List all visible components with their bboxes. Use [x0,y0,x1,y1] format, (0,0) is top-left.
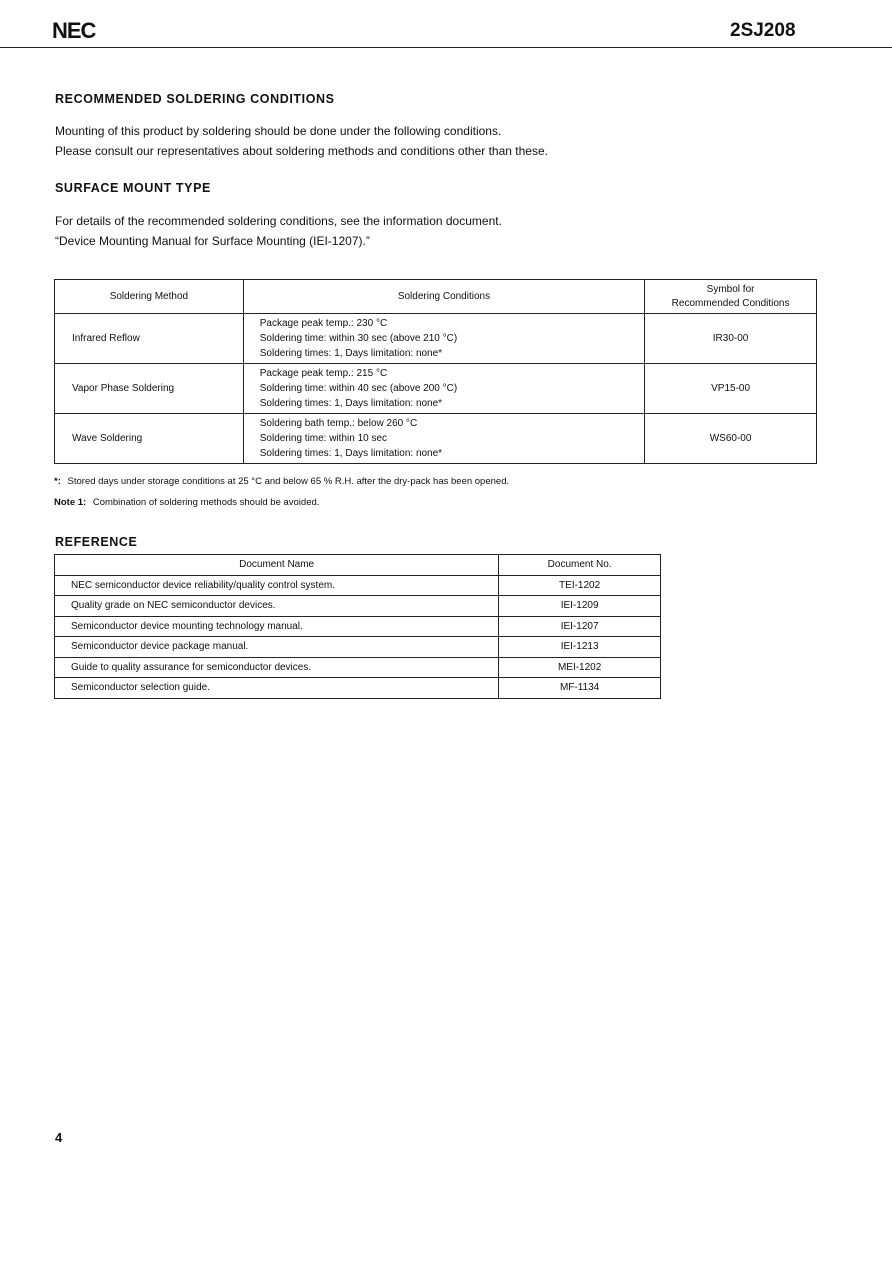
header-divider [0,47,892,48]
table-row [55,364,817,414]
intro-line: Mounting of this product by soldering should be done under the following conditions. [55,124,502,138]
document-number-cell: MF-1134 [499,678,661,699]
column-header-method: Soldering Method [55,280,244,314]
symbol-cell: VP15-00 [645,364,817,414]
column-header-document-name: Document Name [55,555,499,576]
column-header-symbol [645,280,817,314]
table-header-row [55,280,817,314]
column-header-document-no: Document No. [499,555,661,576]
document-name-cell: Semiconductor selection guide. [55,678,499,699]
document-name-cell: NEC semiconductor device reliability/quality control system. [55,575,499,596]
table-row [55,616,661,637]
conditions-cell [243,364,644,414]
symbol-header-line: Recommended Conditions [671,297,790,309]
soldering-conditions-table [54,279,817,464]
condition-line: Soldering time: within 40 sec (above 200 °C) [259,383,458,394]
table-row [55,314,817,364]
table-row [55,414,817,464]
footnote-text: Stored days under storage conditions at 25 °C and below 65 % R.H. after the dry-pack has been opened. [67,476,510,487]
page-number: 4 [55,1130,63,1145]
condition-line: Soldering time: within 10 sec [259,433,388,444]
condition-line: Soldering times: 1, Days limitation: none* [259,448,443,459]
surface-mount-line: “Device Mounting Manual for Surface Mounting (IEI-1207).” [55,234,370,248]
section-title-soldering: RECOMMENDED SOLDERING CONDITIONS [55,92,335,106]
condition-line: Package peak temp.: 215 °C [259,368,388,379]
surface-mount-line: For details of the recommended soldering conditions, see the information document. [55,214,502,228]
section-intro [55,121,548,161]
document-name-cell: Semiconductor device mounting technology manual. [55,616,499,637]
table-row [55,596,661,617]
method-cell: Infrared Reflow [55,314,244,364]
intro-line: Please consult our representatives about soldering methods and conditions other than these. [55,144,548,158]
document-number-cell: IEI-1207 [499,616,661,637]
condition-line: Soldering bath temp.: below 260 °C [259,418,418,429]
note-label: Note 1: [54,497,87,508]
surface-mount-text [55,211,502,251]
condition-line: Soldering times: 1, Days limitation: none* [259,398,443,409]
note-1 [54,497,319,508]
column-header-conditions: Soldering Conditions [243,280,644,314]
document-number-cell: MEI-1202 [499,657,661,678]
condition-line: Package peak temp.: 230 °C [259,318,388,329]
document-name-cell: Guide to quality assurance for semiconductor devices. [55,657,499,678]
footnote-mark: *: [54,476,61,487]
document-number-cell: IEI-1213 [499,637,661,658]
document-name-cell: Quality grade on NEC semiconductor devices. [55,596,499,617]
table-row [55,678,661,699]
brand-logo: NEC [52,18,96,43]
document-name-cell: Semiconductor device package manual. [55,637,499,658]
table-row [55,575,661,596]
note-text: Combination of soldering methods should be avoided. [92,497,320,508]
method-cell: Vapor Phase Soldering [55,364,244,414]
condition-line: Soldering times: 1, Days limitation: none* [259,348,443,359]
table-row [55,657,661,678]
table-row [55,637,661,658]
condition-line: Soldering time: within 30 sec (above 210 °C) [259,333,458,344]
section-title-reference: REFERENCE [55,535,138,549]
symbol-cell: WS60-00 [645,414,817,464]
reference-table [54,554,661,699]
symbol-cell: IR30-00 [645,314,817,364]
conditions-cell [243,414,644,464]
footnote-storage [54,476,509,487]
section-title-surface-mount: SURFACE MOUNT TYPE [55,181,211,195]
part-number: 2SJ208 [730,20,796,41]
method-cell: Wave Soldering [55,414,244,464]
conditions-cell [243,314,644,364]
document-number-cell: TEI-1202 [499,575,661,596]
symbol-header-line: Symbol for [706,283,755,295]
document-number-cell: IEI-1209 [499,596,661,617]
table-header-row [55,555,661,576]
